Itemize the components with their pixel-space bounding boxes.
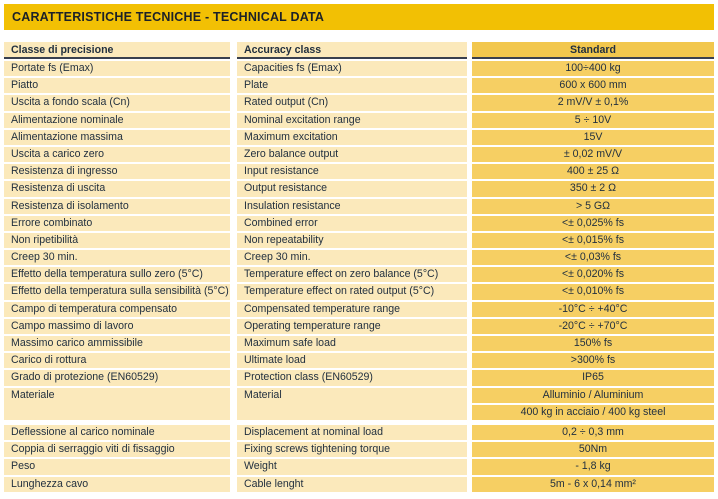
table-row <box>4 284 714 299</box>
table-row <box>4 130 714 145</box>
cell-label-it: Peso <box>4 459 230 474</box>
cell-label-it: Materiale <box>4 388 230 420</box>
cell-label-en: Non repeatability <box>237 233 467 248</box>
cell-label-en: Protection class (EN60529) <box>237 370 467 385</box>
cell-label-it: Creep 30 min. <box>4 250 230 265</box>
cell-label-en: Fixing screws tightening torque <box>237 442 467 457</box>
cell-label-en: Capacities fs (Emax) <box>237 61 467 76</box>
cell-label-en: Operating temperature range <box>237 319 467 334</box>
technical-data-table <box>4 42 714 492</box>
table-row <box>4 442 714 457</box>
cell-label-it: Campo massimo di lavoro <box>4 319 230 334</box>
cell-label-en: Nominal excitation range <box>237 113 467 128</box>
table-row <box>4 199 714 214</box>
table-row <box>4 250 714 265</box>
cell-label-it: Grado di protezione (EN60529) <box>4 370 230 385</box>
cell-label-en: Rated output (Cn) <box>237 95 467 110</box>
cell-label-en: Combined error <box>237 216 467 231</box>
cell-label-en: Displacement at nominal load <box>237 425 467 440</box>
cell-value: ± 0,02 mV/V <box>472 147 714 162</box>
table-row <box>4 388 714 420</box>
table-row <box>4 267 714 282</box>
cell-value-group <box>472 388 714 420</box>
cell-value: 15V <box>472 130 714 145</box>
cell-label-it: Resistenza di ingresso <box>4 164 230 179</box>
cell-label-en: Weight <box>237 459 467 474</box>
cell-value: 2 mV/V ± 0,1% <box>472 95 714 110</box>
cell-label-it: Uscita a fondo scala (Cn) <box>4 95 230 110</box>
cell-value: 350 ± 2 Ω <box>472 181 714 196</box>
cell-value: -20°C ÷ +70°C <box>472 319 714 334</box>
cell-value: 0,2 ÷ 0,3 mm <box>472 425 714 440</box>
cell-label-it: Portate fs (Emax) <box>4 61 230 76</box>
cell-label-it: Effetto della temperatura sullo zero (5°C) <box>4 267 230 282</box>
cell-label-it: Coppia di serraggio viti di fissaggio <box>4 442 230 457</box>
cell-value: > 5 GΩ <box>472 199 714 214</box>
table-row <box>4 459 714 474</box>
cell-value: 50Nm <box>472 442 714 457</box>
cell-label-en: Temperature effect on rated output (5°C) <box>237 284 467 299</box>
cell-label-it: Resistenza di uscita <box>4 181 230 196</box>
header-label-it: Classe di precisione <box>4 42 230 59</box>
cell-value: -10°C ÷ +40°C <box>472 302 714 317</box>
cell-value: 5 ÷ 10V <box>472 113 714 128</box>
table-row <box>4 353 714 368</box>
cell-label-it: Carico di rottura <box>4 353 230 368</box>
cell-label-en: Cable lenght <box>237 477 467 492</box>
cell-label-it: Piatto <box>4 78 230 93</box>
cell-label-en: Compensated temperature range <box>237 302 467 317</box>
cell-label-it: Alimentazione nominale <box>4 113 230 128</box>
spacer <box>4 30 714 42</box>
table-row <box>4 336 714 351</box>
table-row <box>4 370 714 385</box>
header-value-standard: Standard <box>472 42 714 59</box>
table-body <box>4 61 714 492</box>
table-row <box>4 425 714 440</box>
cell-label-en: Plate <box>237 78 467 93</box>
cell-label-it: Deflessione al carico nominale <box>4 425 230 440</box>
cell-value: 100÷400 kg <box>472 61 714 76</box>
cell-label-it: Lunghezza cavo <box>4 477 230 492</box>
cell-label-en: Creep 30 min. <box>237 250 467 265</box>
cell-value-line2: 400 kg in acciaio / 400 kg steel <box>472 405 714 420</box>
cell-label-it: Massimo carico ammissibile <box>4 336 230 351</box>
cell-label-en: Insulation resistance <box>237 199 467 214</box>
cell-label-it: Campo di temperatura compensato <box>4 302 230 317</box>
cell-value: >300% fs <box>472 353 714 368</box>
table-row <box>4 113 714 128</box>
cell-label-en: Ultimate load <box>237 353 467 368</box>
cell-value: 400 ± 25 Ω <box>472 164 714 179</box>
cell-value: 600 x 600 mm <box>472 78 714 93</box>
cell-value: 5m - 6 x 0,14 mm² <box>472 477 714 492</box>
table-row <box>4 181 714 196</box>
section-title: CARATTERISTICHE TECNICHE - TECHNICAL DATA <box>4 4 714 30</box>
table-row <box>4 78 714 93</box>
cell-label-it: Effetto della temperatura sulla sensibilità (5°C) <box>4 284 230 299</box>
table-row <box>4 302 714 317</box>
cell-label-en: Zero balance output <box>237 147 467 162</box>
cell-value: <± 0,020% fs <box>472 267 714 282</box>
table-row <box>4 233 714 248</box>
table-row <box>4 95 714 110</box>
cell-value: 150% fs <box>472 336 714 351</box>
cell-label-en: Input resistance <box>237 164 467 179</box>
cell-value: <± 0,03% fs <box>472 250 714 265</box>
cell-label-en: Maximum excitation <box>237 130 467 145</box>
table-row <box>4 164 714 179</box>
cell-label-it: Non ripetibilità <box>4 233 230 248</box>
table-row <box>4 319 714 334</box>
cell-label-it: Errore combinato <box>4 216 230 231</box>
table-row <box>4 477 714 492</box>
table-header-row <box>4 42 714 59</box>
cell-label-en: Maximum safe load <box>237 336 467 351</box>
cell-label-en: Temperature effect on zero balance (5°C) <box>237 267 467 282</box>
cell-value: <± 0,015% fs <box>472 233 714 248</box>
cell-label-it: Uscita a carico zero <box>4 147 230 162</box>
cell-value: <± 0,010% fs <box>472 284 714 299</box>
header-label-en: Accuracy class <box>237 42 467 59</box>
cell-value: - 1,8 kg <box>472 459 714 474</box>
table-row <box>4 147 714 162</box>
cell-value: Alluminio / Aluminium <box>472 388 714 403</box>
table-row <box>4 216 714 231</box>
table-row <box>4 61 714 76</box>
cell-value: <± 0,025% fs <box>472 216 714 231</box>
cell-label-en: Material <box>237 388 467 420</box>
cell-label-en: Output resistance <box>237 181 467 196</box>
cell-value: IP65 <box>472 370 714 385</box>
cell-label-it: Alimentazione massima <box>4 130 230 145</box>
cell-label-it: Resistenza di isolamento <box>4 199 230 214</box>
